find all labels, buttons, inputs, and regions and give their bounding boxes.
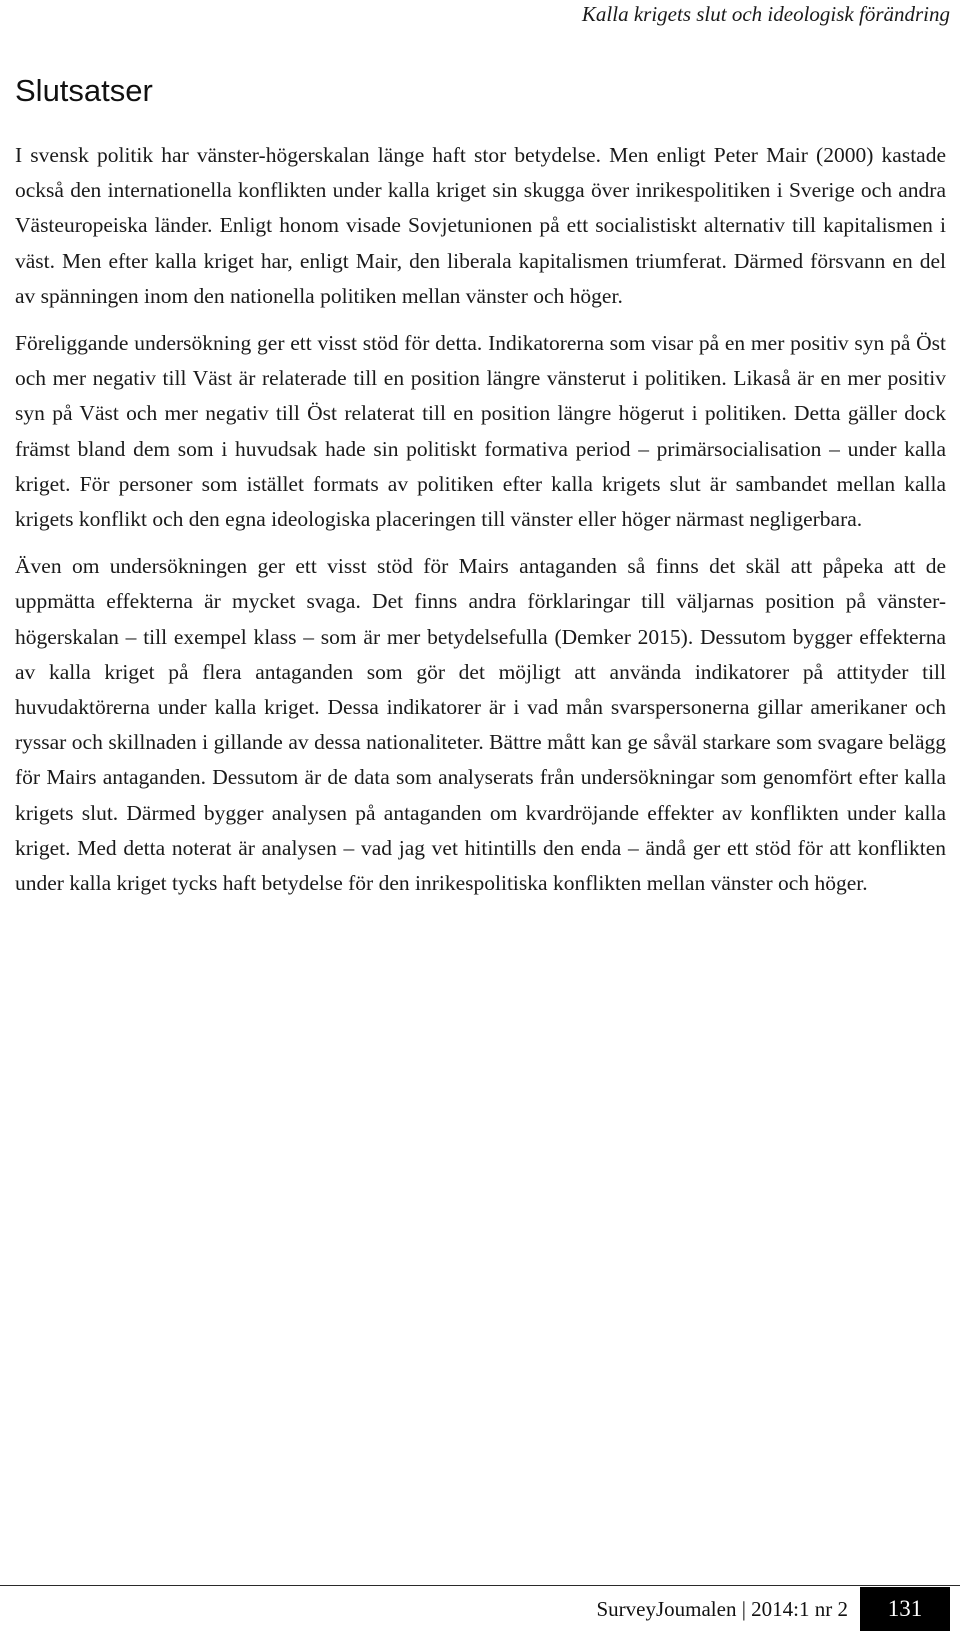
paragraph-3: Även om undersökningen ger ett visst stöd för Mairs antaganden så finns det skäl att påpeka att de uppmätta effekterna är mycket svaga. Det finns andra förklaringar till väljarnas position på vänster-högerskalan – till exempel klass – som är mer betydelsefulla (Demker 2015). Dessutom bygger effekterna av kalla kriget på flera antaganden som gör det möjligt att använda indikatorer på attityder till huvudaktörerna under kalla kriget. Dessa indikatorer är i vad mån svarspersonerna gillar amerikaner och ryssar och skillnaden i gillande av dessa nationaliteter. Bättre mått kan ge såväl starkare som svagare belägg för Mairs antaganden. Dessutom är de data som analyserats från undersökningar som genomfört efter kalla krigets slut. Därmed bygger analysen på antaganden om kvardröjande effekter av konflikten under kalla kriget. Med detta noterat är analysen – vad jag vet hitintills den enda – ändå ger ett stöd för att konflikten under kalla kriget tycks haft betydelse för den inrikespolitiska konflikten mellan vänster och höger. [15, 554, 946, 896]
paragraph-2: Föreliggande undersökning ger ett visst stöd för detta. Indikatorerna som visar på en mer positiv syn på Öst och mer negativ till Väst är relaterade till en position längre vänsterut i politiken. Likaså är en mer positiv syn på Väst och mer negativ till Öst relaterat till en position längre högerut i politiken. Detta gäller dock främst bland dem som i huvudsak hade sin politiskt formativa period – primärsocialisation – under kalla kriget. För personer som istället formats av politiken efter kalla krigets slut är sambandet mellan kalla krigets konflikt och den egna ideologiska placeringen till vänster eller höger närmast negligerbara. [15, 331, 946, 532]
body-text [15, 138, 946, 913]
journal-citation: SurveyJoumalen | 2014:1 nr 2 [596, 1597, 848, 1621]
page-footer [596, 1587, 950, 1631]
footer-divider [0, 1585, 960, 1586]
paragraph-1: I svensk politik har vänster-högerskalan länge haft stor betydelse. Men enligt Peter Mair (2000) kastade också den internationella konflikten under kalla kriget sin skugga över inrikespolitiken i Sverige och andra Västeuropeiska länder. Enligt honom visade Sovjetunionen på ett socialistiskt alternativ till kapitalismen i väst. Men efter kalla kriget har, enligt Mair, den liberala kapitalismen triumferat. Därmed försvann en del av spänningen inom den nationella politiken mellan vänster och höger. [15, 143, 946, 308]
section-title: Slutsatser [15, 73, 153, 108]
running-header: Kalla krigets slut och ideologisk förändring [581, 2, 950, 26]
page-number: 131 [860, 1587, 950, 1631]
